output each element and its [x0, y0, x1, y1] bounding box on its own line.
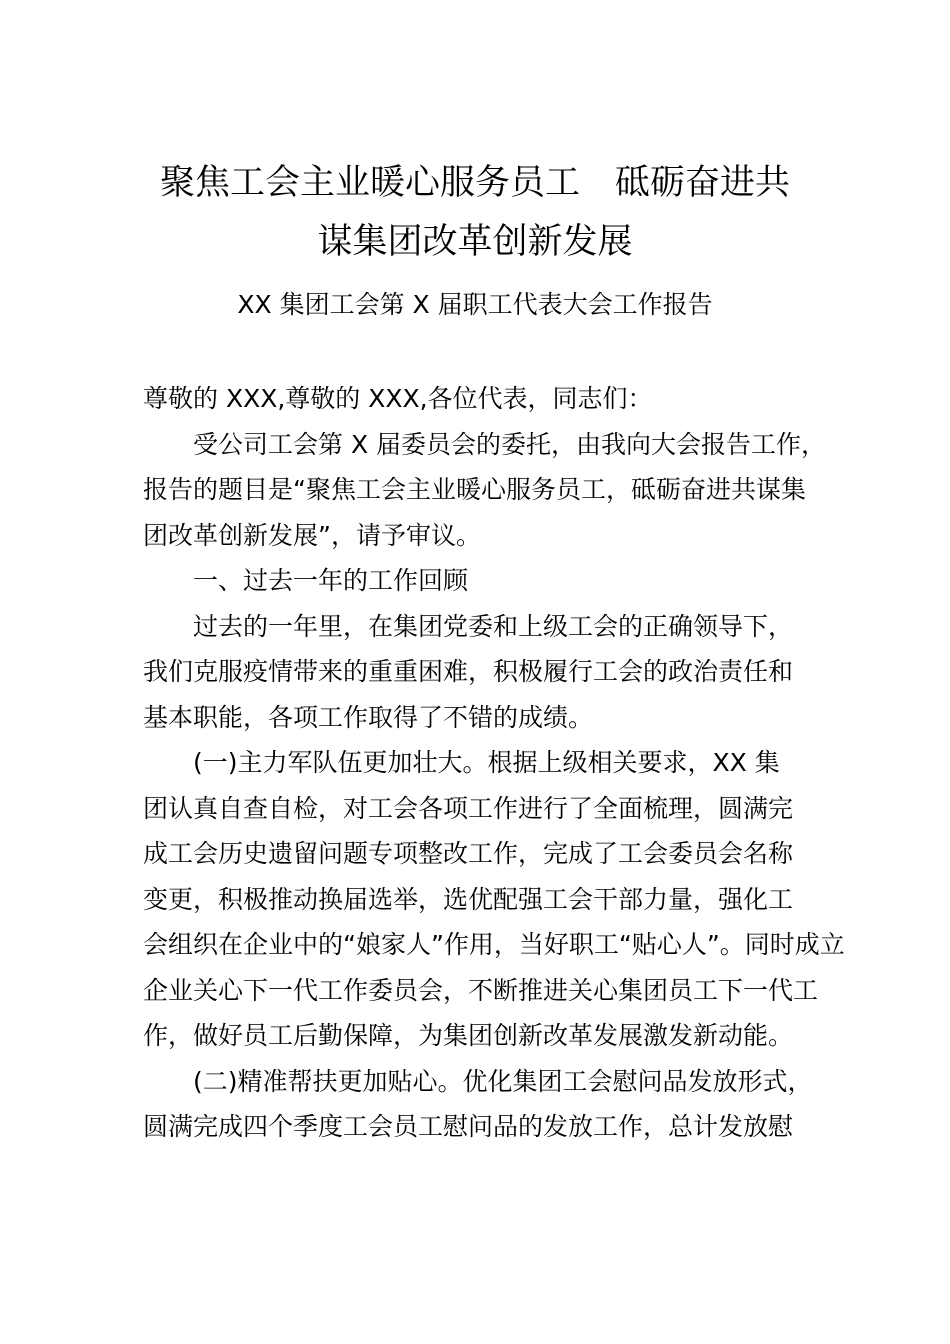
title-line-2: 谋集团改革创新发展 [317, 222, 633, 262]
paragraph-line: 成工会历史遗留问题专项整改工作，完成了工会委员会名称 [143, 839, 794, 868]
paragraph-line: 我们克服疫情带来的重重困难，积极履行工会的政治责任和 [143, 657, 794, 686]
paragraph-line: 过去的一年里，在集团党委和上级工会的正确领导下， [193, 611, 794, 641]
paragraph-line: 团改革创新发展”，请予审议。 [143, 520, 481, 550]
paragraph-line: 团认真自查自检，对工会各项工作进行了全面梳理，圆满完 [143, 793, 794, 823]
paragraph-line: 基本职能，各项工作取得了不错的成绩。 [143, 702, 594, 732]
paragraph-line: 报告的题目是“聚焦工会主业暖心服务员工，砥砺奋进共谋集 [143, 475, 806, 504]
paragraph-line: (二)精准帮扶更加贴心。优化集团工会慰问品发放形式， [193, 1066, 813, 1096]
paragraph-line: 受公司工会第 X 届委员会的委托，由我向大会报告工作， [193, 429, 827, 459]
paragraph-line: 圆满完成四个季度工会员工慰问品的发放工作，总计发放慰 [143, 1112, 794, 1141]
paragraph-line: 变更，积极推动换届选举，选优配强工会干部力量，强化工 [143, 884, 794, 914]
section-heading: 一、过去一年的工作回顾 [193, 566, 469, 595]
report-body [143, 376, 845, 1150]
title-line-1: 聚焦工会主业暖心服务员工 砥砺奋进共 [159, 163, 790, 203]
salutation-line: 尊敬的 XXX,尊敬的 XXX,各位代表，同志们： [143, 384, 653, 413]
paragraph-line: 会组织在企业中的“娘家人”作用，当好职工“贴心人”。同时成立 [143, 930, 845, 959]
paragraph-line: (一)主力军队伍更加壮大。根据上级相关要求，XX 集 [193, 748, 780, 777]
paragraph-line: 企业关心下一代工作委员会，不断推进关心集团员工下一代工 [143, 975, 819, 1005]
paragraph-line: 作，做好员工后勤保障，为集团创新改革发展激发新动能。 [143, 1021, 794, 1050]
subtitle: XX 集团工会第 X 届职工代表大会工作报告 [237, 290, 713, 319]
